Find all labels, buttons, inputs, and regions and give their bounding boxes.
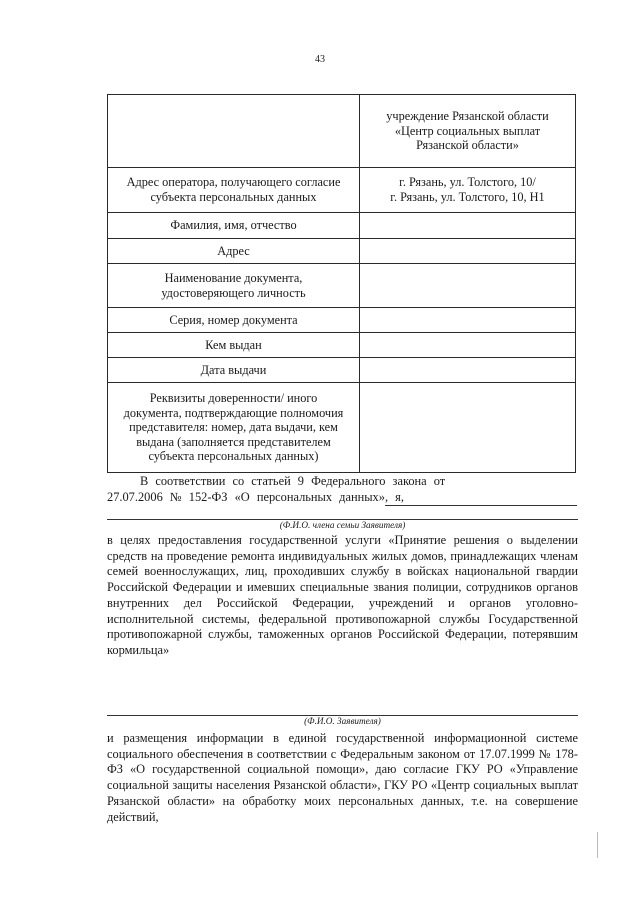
consent-intro-paragraph: В соответствии со статьей 9 Федерального закона от 27.07.2006 № 152-ФЗ «О персональных данных», я, bbox=[107, 474, 446, 504]
power-of-attorney-label-line: Реквизиты доверенности/ иного bbox=[149, 391, 318, 406]
operator-name-line: учреждение Рязанской области bbox=[386, 109, 549, 124]
full-name-label: Фамилия, имя, отчество bbox=[108, 213, 360, 239]
operator-address-line: г. Рязань, ул. Толстого, 10, Н1 bbox=[390, 190, 545, 204]
operator-address-label-line: субъекта персональных данных bbox=[150, 190, 317, 204]
id-document-label bbox=[108, 264, 360, 308]
power-of-attorney-value bbox=[360, 383, 576, 473]
id-document-label-line: удостоверяющего личность bbox=[161, 285, 306, 300]
table-value-cell bbox=[360, 95, 576, 168]
member-name-caption: (Ф.И.О. члена семьи Заявителя) bbox=[279, 520, 406, 530]
table-row bbox=[108, 168, 576, 213]
table-row bbox=[108, 264, 576, 308]
service-purpose-paragraph: в целях предоставления государственной услуги «Принятие решения о выделении средств на проведение ремонта индивидуальных жилых домов, принадлежащих членам семей военнослужащих, лиц, проходивших службу в войсках национальной гвардии Российской Федерации и имевших специальные звания полиции, сотрудников органов внутренних дел Российской Федерации, учреждений и органов уголовно-исполнительной системы, федеральной противопожарной службы Государственной противопожарной службы, таможенных органов Российской Федерации, потерявшим кормильца» bbox=[107, 533, 578, 657]
power-of-attorney-label bbox=[108, 383, 360, 473]
doc-series-number-label: Серия, номер документа bbox=[108, 308, 360, 333]
issue-date-value bbox=[360, 358, 576, 383]
table-value-cell bbox=[360, 168, 576, 213]
power-of-attorney-label-line: выдана (заполняется представителем bbox=[136, 434, 331, 449]
table-label-cell bbox=[108, 168, 360, 213]
issued-by-value bbox=[360, 333, 576, 358]
table-row bbox=[108, 308, 576, 333]
scan-mark bbox=[597, 832, 598, 858]
consent-form-table bbox=[107, 94, 576, 473]
table-label-cell bbox=[108, 95, 360, 168]
full-name-value bbox=[360, 213, 576, 239]
table-row bbox=[108, 333, 576, 358]
power-of-attorney-label-line: субъекта персональных данных) bbox=[148, 449, 319, 464]
power-of-attorney-label-line: документа, подтверждающие полномочия bbox=[123, 405, 344, 420]
applicant-name-caption: (Ф.И.О. Заявителя) bbox=[304, 716, 381, 726]
table-row bbox=[108, 95, 576, 168]
operator-address-label-line: Адрес оператора, получающего согласие bbox=[126, 175, 341, 190]
operator-name-line: Рязанской области» bbox=[416, 138, 519, 153]
issued-by-label: Кем выдан bbox=[108, 333, 360, 358]
id-document-label-line: Наименование документа, bbox=[164, 270, 303, 285]
address-label: Адрес bbox=[108, 239, 360, 264]
id-document-value bbox=[360, 264, 576, 308]
member-name-fill-line bbox=[385, 505, 577, 506]
table-row bbox=[108, 239, 576, 264]
table-row bbox=[108, 358, 576, 383]
power-of-attorney-label-line: представителя: номер, дата выдачи, кем bbox=[129, 420, 338, 435]
doc-series-number-value bbox=[360, 308, 576, 333]
table-row bbox=[108, 383, 576, 473]
issue-date-label: Дата выдачи bbox=[108, 358, 360, 383]
consent-body-paragraph: и размещения информации в единой государственной информационной системе социального обеспечения в соответствии с Федеральным законом от 17.07.1999 № 178-ФЗ «О государственной социальной помощи», даю согласие ГКУ РО «Управление социальной защиты населения Рязанской области», ГКУ РО «Центр социальных выплат Рязанской области» на обработку моих персональных данных, т.е. на совершение действий, bbox=[107, 731, 578, 824]
address-value bbox=[360, 239, 576, 264]
operator-address-line: г. Рязань, ул. Толстого, 10/ bbox=[399, 175, 536, 190]
table-row bbox=[108, 213, 576, 239]
page-number: 43 bbox=[315, 54, 325, 65]
operator-name-line: «Центр социальных выплат bbox=[394, 123, 541, 138]
